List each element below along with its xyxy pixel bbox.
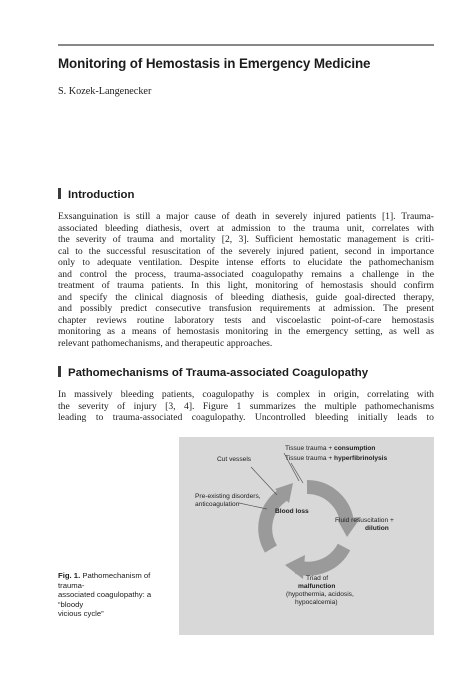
label-preexisting-disorders: Pre-existing disorders, bbox=[195, 493, 261, 500]
text-line: leading to trauma-associated coagulopathy. Uncontrolled bleeding initially leads to bbox=[58, 412, 434, 423]
top-rule bbox=[58, 44, 434, 46]
text-line: the severity of injury [3, 4]. Figure 1 summarizes the multiple pathomechanisms bbox=[58, 400, 434, 412]
text-line: cal to the successful resuscitation of the severely injured patient, second in importance bbox=[58, 245, 434, 257]
text-line: relevant pathomechanisms, and therapeutic approaches. bbox=[58, 337, 273, 349]
text-line: monitoring as a means of hemostasis monitoring in the emergency setting, as well as bbox=[58, 326, 434, 337]
label-tissue-trauma-text: Tissue trauma + bbox=[285, 455, 335, 462]
text-line: and specify the clinical diagnosis of bleeding diathesis, guide goal-directed therapy, bbox=[58, 291, 434, 303]
label-hypocalcemia: hypocalcemia) bbox=[295, 599, 338, 606]
section-heading-text: Introduction bbox=[68, 189, 135, 201]
label-hyperfibrinolysis: hyperfibrinolysis bbox=[334, 455, 388, 462]
heading-bar-marker bbox=[58, 366, 61, 377]
heading-bar-marker bbox=[58, 188, 61, 199]
label-tissue-trauma-text: Tissue trauma + bbox=[285, 445, 335, 452]
label-cut-vessels: Cut vessels bbox=[217, 456, 252, 463]
label-triad-of: Triad of bbox=[306, 575, 329, 582]
chapter-title: Monitoring of Hemostasis in Emergency Medicine bbox=[58, 56, 371, 71]
label-tissue-trauma-hyperfibrinolysis bbox=[285, 455, 387, 463]
cycle-arrow-left bbox=[265, 495, 283, 549]
pointer-line bbox=[291, 463, 303, 483]
text-line: chapter reviews routine laboratory tests and viscoelastic point-of-care hemostasis bbox=[58, 314, 434, 326]
figure-1-diagram bbox=[179, 437, 434, 635]
chapter-author: S. Kozek-Langenecker bbox=[58, 86, 152, 97]
text-line: Exsanguination is still a major cause of death in severely injured patients [1]. Trauma- bbox=[58, 211, 434, 222]
section-heading-introduction bbox=[58, 188, 134, 201]
label-consumption: consumption bbox=[334, 445, 376, 452]
label-blood-loss: Blood loss bbox=[275, 508, 309, 515]
section-heading-text: Pathomechanisms of Trauma-associated Coagulopathy bbox=[68, 367, 369, 379]
caption-line: vicious cycle” bbox=[58, 609, 104, 619]
text-line: In massively bleeding patients, coagulopathy is complex in origin, correlating with bbox=[58, 389, 434, 400]
label-anticoagulation: anticoagulation bbox=[195, 501, 240, 508]
cycle-arrowhead-bottom bbox=[285, 555, 305, 579]
caption-label: Fig. 1. bbox=[58, 571, 81, 580]
text-line: associated bleeding diathesis, overt at admission to the trauma unit, correlates with bbox=[58, 222, 434, 234]
text-line: treatment of trauma patients. In this light, monitoring of hemostasis should confirm bbox=[58, 280, 434, 291]
figure-1-caption bbox=[58, 571, 170, 619]
pointer-line bbox=[251, 467, 277, 495]
text-line: only to adequate ventilation. Despite intense efforts to elucidate the pathomechanism bbox=[58, 257, 434, 268]
text-line: and control the process, trauma-associated coagulopathy remains a challenge in the bbox=[58, 268, 434, 280]
section-heading-pathomechanisms bbox=[58, 366, 368, 379]
pathomechanisms-paragraph bbox=[58, 389, 434, 424]
label-tissue-trauma-consumption bbox=[285, 445, 375, 453]
caption-text: Pathomechanism of trauma- bbox=[58, 571, 151, 590]
label-fluid-resuscitation: Fluid resuscitation + bbox=[335, 517, 394, 524]
caption-line bbox=[58, 571, 170, 590]
label-dilution: dilution bbox=[365, 525, 389, 532]
pointer-line bbox=[239, 503, 267, 509]
introduction-paragraph bbox=[58, 211, 434, 349]
text-line: and possibly predict consecutive transfusion requirements at admission. The present bbox=[58, 303, 434, 314]
caption-line: associated coagulopathy: a “bloody bbox=[58, 590, 152, 609]
text-line: the severity of trauma and mortality [2, 3]. Sufficient hemostatic management is criti- bbox=[58, 234, 434, 245]
label-triad-details: (hypothermia, acidosis, bbox=[286, 591, 354, 598]
label-malfunction: malfunction bbox=[298, 583, 336, 590]
